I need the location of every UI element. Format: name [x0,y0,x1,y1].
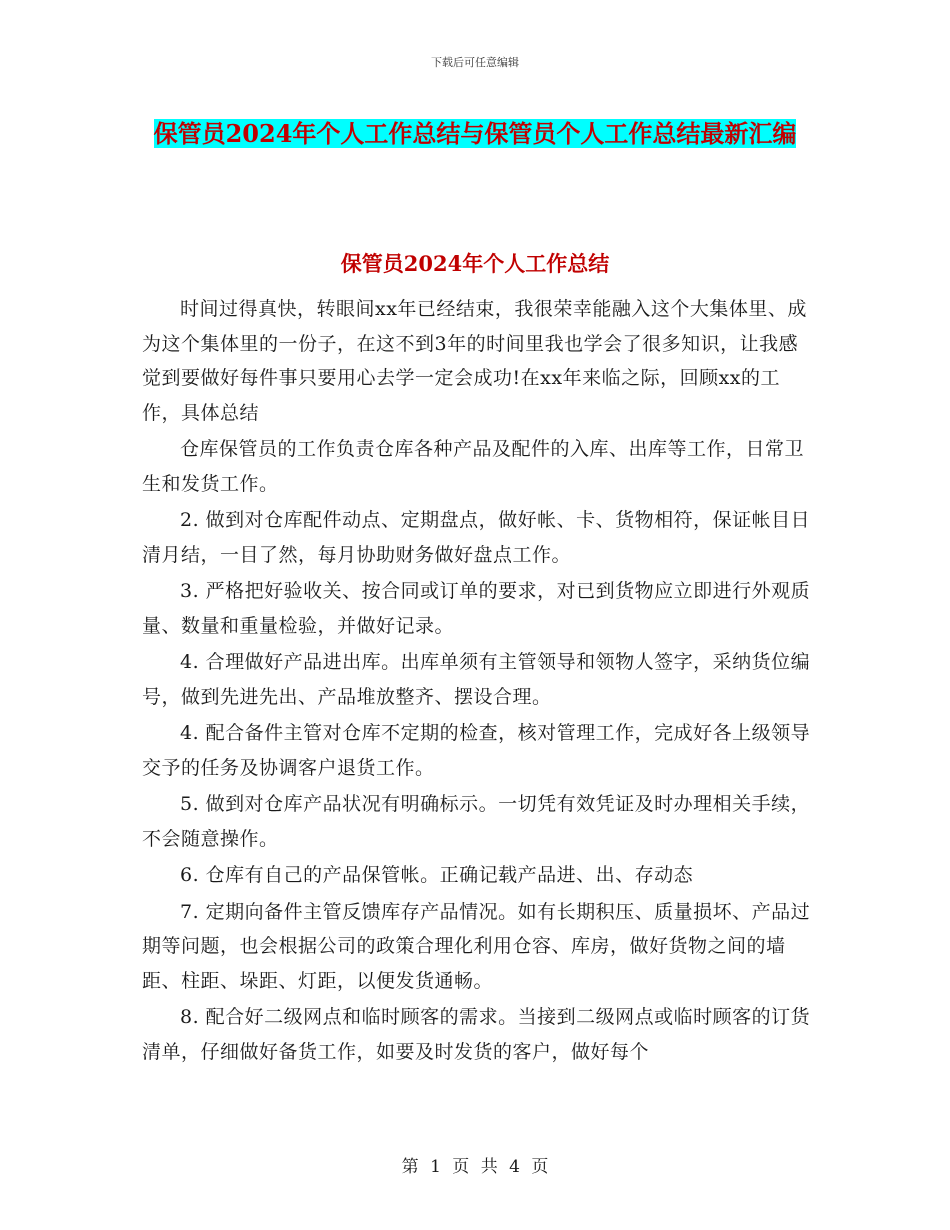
paragraph: 时间过得真快，转眼间xx年已经结束，我很荣幸能融入这个大集体里、成为这个集体里的一份子，在这不到3年的时间里我也学会了很多知识，让我感觉到要做好每件事只要用心去学一定会成功!在xx年来临之际，回顾xx的工作，具体总结 [142,298,807,424]
paragraph: 4. 合理做好产品进出库。出库单须有主管领导和领物人签字，采纳货位编号，做到先进先出、产品堆放整齐、摆设合理。 [142,651,811,708]
paragraph: 仓库保管员的工作负责仓库各种产品及配件的入库、出库等工作，日常卫生和发货工作。 [142,438,805,495]
paragraph: 7. 定期向备件主管反馈库存产品情况。如有长期积压、质量损坏、产品过期等问题，也会根据公司的政策合理化利用仓容、库房，做好货物之间的墙距、柱距、垛距、灯距，以便发货通畅。 [142,900,811,992]
paragraph: 8. 配合好二级网点和临时顾客的需求。当接到二级网点或临时顾客的订货清单，仔细做好备货工作，如要及时发货的客户，做好每个 [142,1006,811,1063]
header-note: 下载后可任意编辑 [431,56,519,69]
paragraph: 6. 仓库有自己的产品保管帐。正确记载产品进、出、存动态 [180,864,694,886]
section-title: 保管员2024年个人工作总结 [340,251,610,276]
document-body [142,292,814,1071]
document-title [140,112,810,156]
document-title-text: 保管员2024年个人工作总结与保管员个人工作总结最新汇编 [153,119,797,148]
paragraph: 2. 做到对仓库配件动点、定期盘点，做好帐、卡、货物相符，保证帐目日清月结，一目了然，每月协助财务做好盘点工作。 [142,509,811,566]
paragraph: 5. 做到对仓库产品状况有明确标示。一切凭有效凭证及时办理相关手续，不会随意操作。 [142,793,811,850]
paragraph: 4. 配合备件主管对仓库不定期的检查，核对管理工作，完成好各上级领导交予的任务及协调客户退货工作。 [142,722,811,779]
paragraph: 3. 严格把好验收关、按合同或订单的要求，对已到货物应立即进行外观质量、数量和重量检验，并做好记录。 [142,580,811,637]
page-footer: 第 1 页 共 4 页 [401,1157,549,1177]
